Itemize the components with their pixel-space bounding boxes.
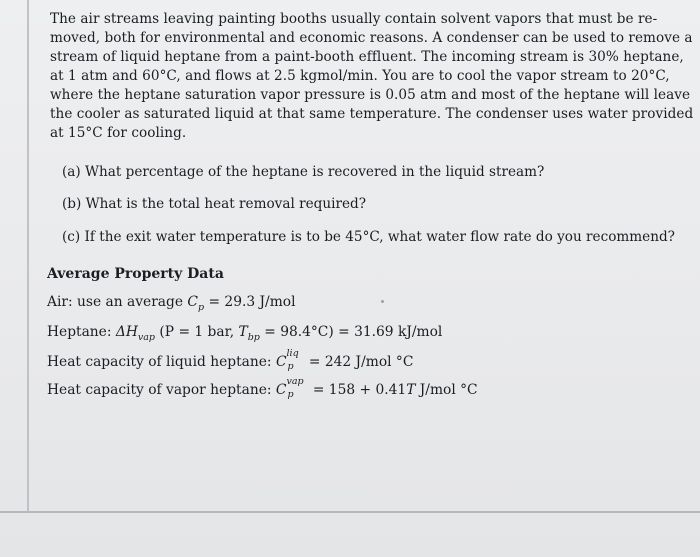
vapor-cp-subscript: p bbox=[287, 388, 294, 400]
heptane-vap-prefix: Heptane: bbox=[47, 324, 116, 340]
question-c: (c) If the exit water temperature is to be 45°C, what water flow rate do you recommend? bbox=[62, 229, 675, 245]
air-cp-value: = 29.3 J/mol bbox=[204, 294, 296, 310]
property-data-heading: Average Property Data bbox=[47, 266, 224, 282]
liquid-cp-prefix: Heat capacity of liquid heptane: bbox=[47, 354, 276, 370]
vapor-cp-symbol: C bbox=[275, 382, 287, 398]
heptane-vaporization-line bbox=[47, 324, 442, 343]
heptane-vap-subscript: vap bbox=[137, 331, 156, 343]
problem-line: the cooler as saturated liquid at that same temperature. The condenser uses water provided bbox=[50, 106, 694, 122]
liquid-cp-value: = 242 J/mol °C bbox=[304, 354, 414, 370]
vapor-cp-prefix: Heat capacity of vapor heptane: bbox=[47, 382, 276, 398]
air-cp-subscript: p bbox=[197, 301, 205, 313]
liquid-cp-symbol: C bbox=[275, 354, 287, 370]
page-bottom-rule bbox=[0, 511, 700, 513]
vapor-cp-superscript: vap bbox=[286, 375, 304, 387]
heptane-vap-value: = 98.4°C) = 31.69 kJ/mol bbox=[259, 324, 443, 340]
vapor-cp-value-suffix: J/mol °C bbox=[415, 382, 478, 398]
vapor-heat-capacity-line bbox=[47, 375, 478, 400]
question-b: (b) What is the total heat removal required? bbox=[62, 196, 366, 212]
liquid-cp-superscript: liq bbox=[286, 347, 299, 359]
page-left-rule bbox=[27, 0, 29, 512]
problem-line: stream of liquid heptane from a paint-booth effluent. The incoming stream is 30% heptane, bbox=[50, 49, 684, 65]
liquid-cp-subscript: p bbox=[287, 360, 294, 372]
problem-line: moved, both for environmental and economic reasons. A condenser can be used to remove a bbox=[50, 30, 693, 46]
problem-line: at 15°C for cooling. bbox=[50, 125, 187, 141]
problem-line: The air streams leaving painting booths usually contain solvent vapors that must be re- bbox=[50, 11, 658, 27]
liquid-heat-capacity-line bbox=[47, 347, 414, 372]
vapor-cp-value-prefix: = 158 + 0.41 bbox=[308, 382, 407, 398]
boiling-temp-subscript: bp bbox=[247, 331, 260, 343]
boiling-temp-symbol: T bbox=[238, 324, 248, 340]
problem-line: where the heptane saturation vapor pressure is 0.05 atm and most of the heptane will leave bbox=[50, 87, 691, 103]
stray-mark bbox=[381, 300, 384, 303]
air-cp-symbol: C bbox=[187, 294, 198, 310]
problem-line: at 1 atm and 60°C, and flows at 2.5 kgmol/min. You are to cool the vapor stream to 20°C, bbox=[50, 68, 670, 84]
air-cp-prefix: Air: use an average bbox=[47, 294, 188, 310]
heptane-vap-symbol: ΔH bbox=[115, 324, 138, 340]
vapor-cp-variable: T bbox=[406, 382, 416, 398]
question-a: (a) What percentage of the heptane is recovered in the liquid stream? bbox=[62, 164, 545, 180]
heptane-vap-condition-prefix: (P = 1 bar, bbox=[155, 324, 239, 340]
air-cp-line bbox=[47, 294, 296, 313]
